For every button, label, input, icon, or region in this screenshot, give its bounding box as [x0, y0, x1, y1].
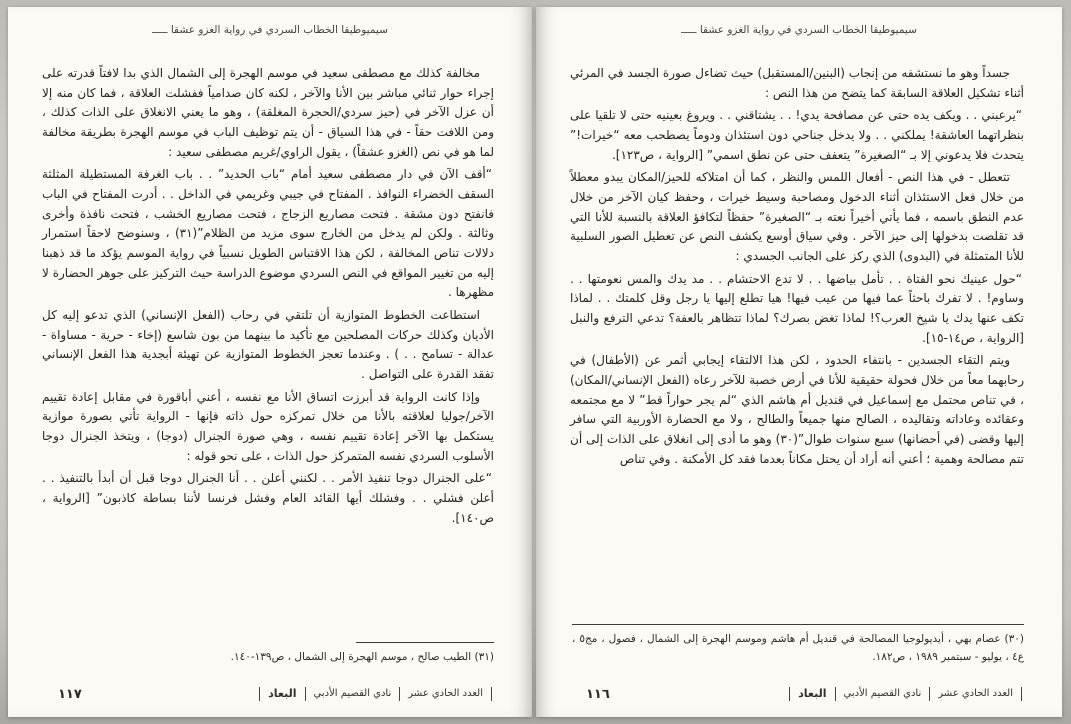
- page-116: [536, 7, 1062, 717]
- page-body: [42, 64, 494, 531]
- header-ornament: ـــــ: [681, 24, 697, 36]
- running-head: [582, 24, 1016, 36]
- paragraph: وإذا كانت الرواية قد أبرزت اتساق الأنا مع نفسه ، أعني أباقورة في مقابل إعادة تقييم الآخر/جوليا لعلاقته بالأنا من خلال تمركزه حول ذاته فإنها - الرواية تأتي بصورة موازية يستكمل بها الآخر إعادة تقييم نفسه ، وهي صورة الجنرال (دوجا) ، ويتخذ الجنرال دوجا الأسلوب السردي نفسه المتمركز حول الذات ، على نحو قوله :: [42, 389, 494, 463]
- page-footer: [50, 684, 492, 702]
- journal-name: البعاد: [789, 687, 835, 701]
- footnote-rule: [572, 624, 1024, 625]
- footnote-text: (٣٠) عصام بهي ، أيديولوجيا المصالحة في قنديل أم هاشم وموسم الهجرة إلى الشمال ، فصول ، مج٥ ، ع٤ ، يوليو - سبتمبر ١٩٨٩ ، ص١٨٢.: [572, 633, 1024, 664]
- journal-name: البعاد: [259, 687, 305, 701]
- quote-paragraph: “على الجنرال دوجا تنفيذ الأمر . . لكنني أعلن . . أنا الجنرال دوجا قبل أن أبدأ بالتنفيذ . . أعلن فشلي . . وفشلك أيها القائد العام وفشل فرنسا لأننا بساطة كاذبون” [الرواية ، ص١٤٠].: [42, 471, 494, 525]
- page-117: [8, 7, 532, 717]
- quote-paragraph: “حول عينيك نحو الفتاة . . تأمل بياضها . . لا تدع الاحتشام . . مد يدك والمس نعومتها . . وساوم! . لا تفرك باحثاً عما فيها من عيب فيها! هيا تطلع إليها يا رجل وقل كلمتك . . لماذا تكف عنها يدك يا شيخ العرب؟! لماذا تغض بصرك؟ لماذا تتظاهر بالعفة؟ تدعي الترفع والنبل [الرواية ، ص١٤-١٥].: [570, 271, 1024, 345]
- paragraph: جسداً وهو ما نستشفه من إنجاب (البنين/المستقبل) حيث تضاءل صورة الجسد في المرئي أثناء تشكيل العلاقة السابقة كما يتضح من هذا النص :: [570, 66, 1024, 100]
- footnote-text: (٣١) الطيب صالح ، موسم الهجرة إلى الشمال ، ص١٣٩-١٤٠.: [230, 651, 494, 664]
- journal-club: نادي القصيم الأدبي: [306, 687, 401, 701]
- paragraph: ويتم التقاء الجسدين - بانتفاء الحدود ، لكن هذا الالتقاء إيجابي أثمر عن (الأطفال) في رحابهما معاً من خلال فحولة حقيقية للأنا في أرض خصبة للآخر رعاه (الفعل الإنساني/المكان) ، في تناص محتمل مع إسماعيل في قنديل أم هاشم الذي “لم يجر حواراً قط” لا مع مجتمعه وعقائده وعاداته وتقاليده ، الصالح منها جميعاً والطالح ، ولا مع الحضارة الأوربية التي سافر إليها وقضى (في أحضانها) سبع سنوات طوال”(٣٠) وهو ما أدى إلى انغلاق على الذات إلى أن تتم مصالحة وهمية ؛ أعني أنه أراد أن يحتل مكاناً بعدما فقد كل الأمكنة . وفي تناص: [570, 353, 1025, 466]
- running-head: [54, 24, 486, 36]
- journal-footer: [789, 687, 1022, 701]
- footnote-block: [44, 642, 494, 667]
- quote-paragraph: “يرعبني . . ويكف يده حتى عن مصافحة يدي! . . يشتاقني . . ويروغ بعينيه حتى لا تلقيا على بنظراتهما العاشقة! يملكني . . ولا يدخل جناحي دون استئذان ودوماً يصطحب معه “خيرات!” يتحدث فلا يدعوني إلا بـ “الصغيرة” يتعفف حتى عن نطق اسمي” [الرواية ، ص١٢٣].: [570, 108, 1024, 162]
- journal-club: نادي القصيم الأدبي: [836, 687, 931, 701]
- page-number: ١١٦: [586, 687, 610, 702]
- quote-paragraph: “أقف الآن في دار مصطفى سعيد أمام “باب الحديد” . . باب الغرفة المستطيلة المثلثة السقف الخضراء النوافذ . المفتاح في جيبي وغريمي في الداخل . . أدرت المفتاح في الباب فانفتح دون مشقة . فتحت مصاريع الزجاج ، فتحت مصاريع الخشب ، فتحت نافذة وأخرى وثالثة . ولكن لم يدخل من الخارج سوى مزيد من الظلام”(٣١) ، وسنوضح لاحقاً استمرار دلالات تناص المخالفة ، لكن هذا الاقتباس الطويل نسبياً في رواية الموسم يؤكد ما قد ذهبنا إليه من تغيير المواقع في النص السردي موضوع الدراسة حيث التركيز على جوهر الحضارة لا مظهرها .: [42, 167, 494, 300]
- page-footer: [578, 684, 1022, 702]
- running-head-title: سيميوطيقا الخطاب السردي في رواية الغزو عشقا: [699, 24, 917, 36]
- page-number: ١١٧: [58, 687, 82, 702]
- journal-issue: العدد الحادي عشر: [930, 687, 1022, 701]
- header-ornament: ـــــ: [152, 24, 168, 36]
- page-body: [570, 64, 1024, 472]
- paragraph: مخالفة كذلك مع مصطفى سعيد في موسم الهجرة إلى الشمال الذي بدا لافتاً قدرته على إجراء حوار ثنائي مباشر بين الأنا والآخر ، لكنه كان صدامياً ففشلت العلاقة ، فما كان منه إلا أن عزل الآخر في (حيز سردي/الحجرة المغلقة) ، وهو ما يعني الانغلاق على الذات كذلك ، ومن اللافت حقاً - في هذا السياق - أن يتم توظيف الباب في موسم الهجرة بطريقة مخالفة لما هو في نص (الغزو عشقاً) ، يقول الراوي/غريم مصطفى سعيد :: [42, 66, 494, 159]
- running-head-title: سيميوطيقا الخطاب السردي في رواية الغزو عشقا: [170, 24, 388, 36]
- journal-issue: العدد الحادي عشر: [400, 687, 492, 701]
- paragraph: استطاعت الخطوط المتوازية أن تلتقي في رحاب (الفعل الإنساني) الذي تدعو إليه كل الأديان وكذلك حركات المصلحين مع تأكيد ما بينهما من بون شاسع (إخاء - حرية - مساواة - عدالة - تسامح . . ) . وعندما تعجز الخطوط المتوازية عن تهيئة أبجدية هذا الفعل الإنساني تفقد القدرة على التواصل .: [42, 308, 494, 382]
- footnote-rule: [356, 642, 494, 643]
- paragraph: تتعطل - في هذا النص - أفعال اللمس والنظر ، كما أن امتلاكه للحيز/المكان يبدو معطلاً من خلال فعل الاستئذان أثناء الدخول ومصاحبة وسيط خيرات ، وحفظ كيان الآخر من خلال عدم النطق باسمه ، فما يأتي أخيراً نعته بـ “الصغيرة” حفظاً لتكافؤ العلاقة بالنسبة للأنا التي قد تقلصت بدخولها إلى حيز الآخر . وفي سياق أوسع يكشف النص عن تعطيل الصور السلبية للأنا المتمثلة في (البدوى) الذي ركز على الجانب الجسدي :: [570, 170, 1024, 264]
- footnote-block: [572, 624, 1024, 667]
- journal-footer: [259, 687, 492, 701]
